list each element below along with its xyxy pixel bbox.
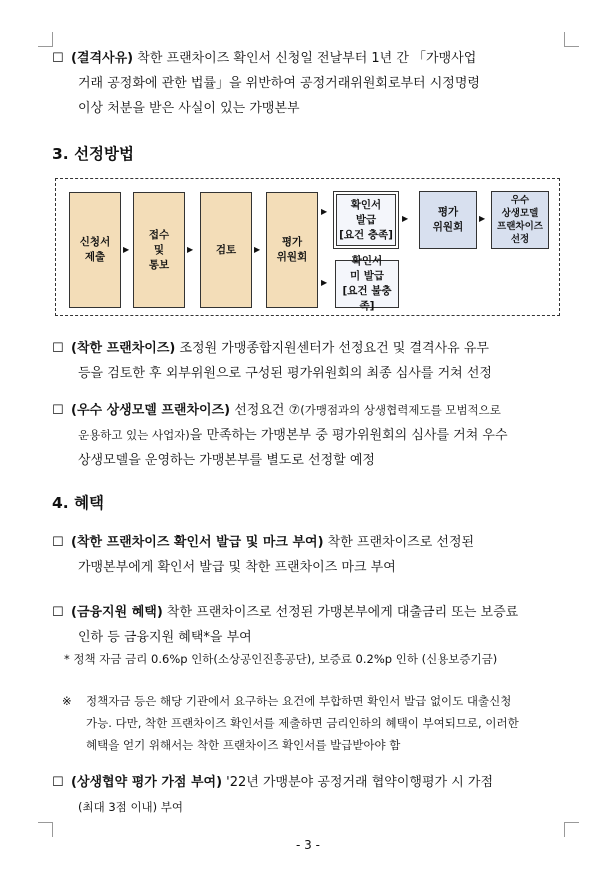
arrow-right-icon: ▶ — [321, 278, 328, 287]
checkbox-bullet-icon: ☐ — [52, 341, 64, 356]
checkbox-bullet-icon: ☐ — [52, 605, 64, 620]
flow-step-review: 검토 — [200, 192, 252, 308]
page-number: - 3 - — [296, 838, 320, 852]
arrow-right-icon: ▶ — [123, 245, 130, 254]
benefit-certificate-paragraph: ☐ (착한 프랜차이즈 확인서 발급 및 마크 부여) 착한 프랜차이즈로 선정된 가맹본부에게 확인서 발급 및 착한 프랜차이즈 마크 부여 — [52, 530, 562, 580]
arrow-right-icon: ▶ — [479, 214, 486, 223]
arrow-right-icon: ▶ — [402, 214, 409, 223]
corner-mark-bottom-left — [38, 822, 53, 837]
finance-footnote: * 정책 자금 금리 0.6%p 인하(소상공인진흥공단), 보증료 0.2%p 인하 (신용보증기금) — [64, 652, 498, 666]
arrow-right-icon: ▶ — [187, 245, 194, 254]
flow-step-apply: 신청서 제출 — [69, 192, 121, 308]
arrow-right-icon: ▶ — [321, 207, 328, 216]
flow-step-selection: 우수 상생모델 프랜차이즈 선정 — [491, 191, 549, 249]
checkbox-bullet-icon: ☐ — [52, 51, 64, 66]
notice-mark: ※ — [62, 694, 72, 708]
flow-step-committee-2: 평가 위원회 — [419, 191, 477, 249]
section-3-heading: 3. 선정방법 — [52, 145, 134, 163]
flow-step-receive: 접수 및 통보 — [133, 192, 185, 308]
good-franchise-paragraph: ☐ (착한 프랜차이즈) 조정원 가맹종합지원센터가 선정요건 및 결격사유 유무 등을 검토한 후 외부위원으로 구성된 평가위원회의 최종 심사를 거쳐 선정 — [52, 336, 562, 386]
benefit-evaluation-paragraph: ☐ (상생협약 평가 가점 부여) '22년 가맹분야 공정거래 협약이행평가 시 가점 (최대 3점 이내) 부여 — [52, 770, 562, 820]
arrow-right-icon: ▶ — [254, 245, 261, 254]
checkbox-bullet-icon: ☐ — [52, 535, 64, 550]
excellent-model-paragraph: ☐ (우수 상생모델 프랜차이즈) 선정요건 ⑦(가맹점과의 상생협력제도를 모범적으로 운용하고 있는 사업자)을 만족하는 가맹본부 중 평가위원회의 심사를 거쳐 우수 상생모델을 운영하는 가맹본부를 별도로 선정할 예정 — [52, 398, 562, 473]
flow-step-no-issue: 확인서 미 발급 [요건 불충족] — [335, 260, 399, 308]
disqualification-title: (결격사유) — [71, 51, 134, 66]
corner-mark-top-left — [38, 32, 53, 47]
disqualification-paragraph: ☐ (결격사유) 착한 프랜차이즈 확인서 신청일 전날부터 1년 간 「가맹사업 거래 공정화에 관한 법률」을 위반하여 공정거래위원회로부터 시정명령 이상 처분을 받은 사실이 있는 가맹본부 — [52, 46, 562, 121]
notice-text: 정책자금 등은 해당 기관에서 요구하는 요건에 부합하면 확인서 발급 없이도 대출신청 가능. 다만, 착한 프랜차이즈 확인서를 제출하면 금리인하의 혜택이 부여되므로, 이러한 혜택을 얻기 위해서는 착한 프랜차이즈 확인서를 발급받아야 함 — [86, 694, 519, 752]
selection-flow-diagram — [55, 178, 560, 316]
flow-step-issue: 확인서 발급 [요건 충족] — [333, 191, 399, 249]
flow-step-committee: 평가 위원회 — [266, 192, 318, 308]
corner-mark-bottom-right — [564, 822, 579, 837]
benefit-finance-paragraph: ☐ (금융지원 혜택) 착한 프랜차이즈로 선정된 가맹본부에게 대출금리 또는 보증료 인하 등 금융지원 혜택*을 부여 — [52, 600, 562, 650]
section-4-heading: 4. 혜택 — [52, 494, 105, 512]
corner-mark-top-right — [564, 32, 579, 47]
checkbox-bullet-icon: ☐ — [52, 775, 64, 790]
checkbox-bullet-icon: ☐ — [52, 403, 64, 418]
